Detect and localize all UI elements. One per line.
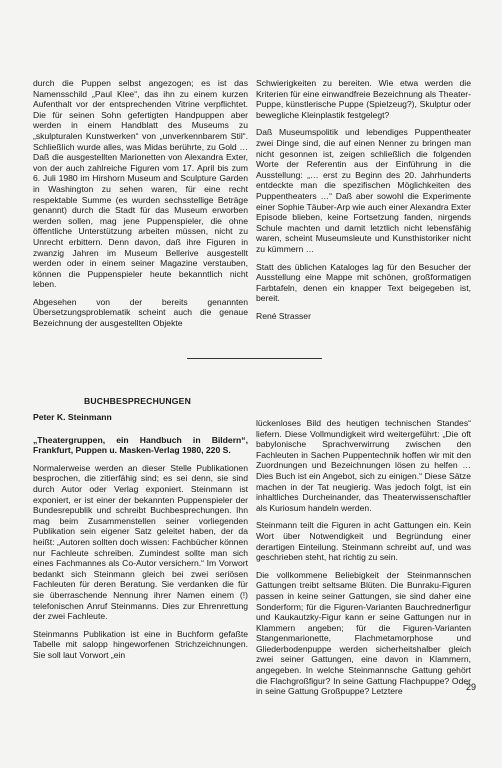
paragraph: Normalerweise werden an dieser Stelle Publikationen besprochen, die zitierfähig sind; es sei denn, sie sind durch Autor oder Verlag exponiert. Steinmann ist exponiert, er ist einer der bekannten Puppenspieler der Bundesrepublik und schreibt Buchbesprechungen. Ihn mag beim Zusammenstellen seiner vorliegenden Publikation sein eigener Satz geleitet haben, der da heißt: „Autoren sollten doch wissen: Fachbücher können nur Fachleute schreiben. Zumindest sollte man sich eines Fachmannes als Co-Autor versichern.“ Im Vorwort bedankt sich Steinmann gleich bei zwei seriösen Fachleuten für deren Beratung. Sie verdanken die für sie überraschende Nennung ihrer Namen einem (!) telefonischen Anruf Steinmanns. Dies zur Ehrenrettung der zwei Fachleute. [33, 462, 248, 622]
paragraph: Statt des üblichen Kataloges lag für den Besucher der Ausstellung eine Mappe mit schönen, großformatigen Farbtafeln, denen ein knapper Text beigegeben ist, bereit. [256, 261, 471, 304]
top-left-column [33, 78, 248, 336]
paragraph: durch die Puppen selbst angezogen; es ist das Namensschild „Paul Klee“, das ihn zu einem kurzen Aufenthalt vor der entsprechenden Vitrine verpflichtet. Die für seinen Sohn gefertigten Handpuppen aber werden in einem Handblatt des Museums zu „skulpturalen Kunstwerken“ von „unverkennbarem Stil“. Schließlich wurde alles, was Midas berührte, zu Gold … Daß die ausgestellten Marionetten von Alexandra Exter, von der auch zahlreiche Figuren vom 17. April bis zum 6. Juli 1980 im Hirshorn Museum and Sculpture Garden in Washington zu sehen waren, für eine recht respektable Summe (es wurden sechsstellige Beträge genannt) durch die Stadt für das Museum erworben werden sollen, mag jene Puppenspieler, die ohne öffentliche Unterstützung arbeiten müssen, nicht zu Unrecht erbittern. Denn davon, daß ihre Figuren in zwanzig Jahren im Museum Bellerive ausgestellt werden oder in einem seiner Magazine verstauben, können die Puppenspieler heute bekanntlich nicht leben. [33, 78, 248, 290]
paragraph: Steinmann teilt die Figuren in acht Gattungen ein. Kein Wort über Notwendigkeit und Begründung einer derartigen Einteilung. Steinmann schreibt auf, und was geschrieben steht, hat richtig zu sein. [256, 520, 471, 563]
paragraph: Schwierigkeiten zu bereiten. Wie etwa werden die Kriterien für eine einwandfreie Bezeichnung als Theater-Puppe, künstlerische Puppe (Spielzeug?), Skulptur oder bewegliche Kleinplastik festgelegt? [256, 78, 471, 120]
page-number: 29 [466, 682, 477, 692]
paragraph: Steinmanns Publikation ist eine in Buchform gefaßte Tabelle mit salopp hingeworfenen Strichzeichnungen. Sie soll laut Vorwort „ein [33, 628, 248, 660]
bottom-right-column [256, 418, 471, 704]
reviewer-name: Peter K. Steinmann [33, 412, 112, 422]
paragraph: Abgesehen von der bereits genannten Übersetzungsproblematik scheint auch die genaue Bezeichnung der ausgestellten Objekte [33, 296, 248, 329]
section-divider [187, 358, 322, 359]
bottom-left-column [33, 360, 248, 667]
book-reference: „Theatergruppen, ein Handbuch in Bildern“, Frankfurt, Puppen u. Masken-Verlag 1980, 220 S. [33, 434, 248, 456]
author-signature: René Strasser [256, 310, 311, 321]
paragraph: Daß Museumspolitik und lebendiges Puppentheater zwei Dinge sind, die auf einen Nenner zu bringen man nicht gesonnen ist, zeigen schließlich die folgenden Worte der Referentin aus der Einführung in die Ausstellung: „… erst zu Beginn des 20. Jahrhunderts entdeckte man die spezifischen Möglichkeiten des Puppentheaters …“ Daß aber sowohl die Experimente einer Sophie Täuber-Arp wie auch einer Alexandra Exter Episode blieben, keine Fortsetzung fanden, nirgends Schule machten und damit letztlich nicht lebensfähig waren, scheint Museumsleute und Kunsthistoriker nicht zu kümmern … [256, 127, 471, 254]
section-title: BUCHBESPRECHUNGEN [84, 396, 192, 406]
top-right-column [256, 78, 471, 328]
paragraph: lückenloses Bild des heutigen technischen Standes“ liefern. Diese Vollmundigkeit wird weitergeführt: „Die oft babylonische Sprachverwirrung zwischen den Fachleuten in Sachen Puppentechnik hoffen wir mit den Zuordnungen und Bezeichnungen lösen zu helfen … Dies Buch ist ein Angebot, sich zu einigen.“ Diese Sätze machen in der Tat neugierig. Was jedoch folgt, ist ein inhaltliches Durcheinander, das Theaterwissenschaftler als Kuriosum handeln werden. [256, 418, 471, 513]
paragraph: Die vollkommene Beliebigkeit der Steinmannschen Gattungen treibt seltsame Blüten. Die Bunraku-Figuren passen in keine seiner Gattungen, sie sind daher eine Sonderform; für die Figuren-Varianten Bauchrednerfigur und Kaukautzky-Figur kann er seine Gattungen nur in Klammern angeben; für die Figuren-Varianten Stangenmarionette, Flachmetamorphose und Gliederbodenpuppe werden sicherheitshalber gleich zwei seiner Gattungen, eine davon in Klammern, angegeben. In welche Steinmannsche Gattung gehört die Flachgroßfigur? In seine Gattung Flachpuppe? Oder in seine Gattung Großpuppe? Letztere [256, 569, 471, 697]
